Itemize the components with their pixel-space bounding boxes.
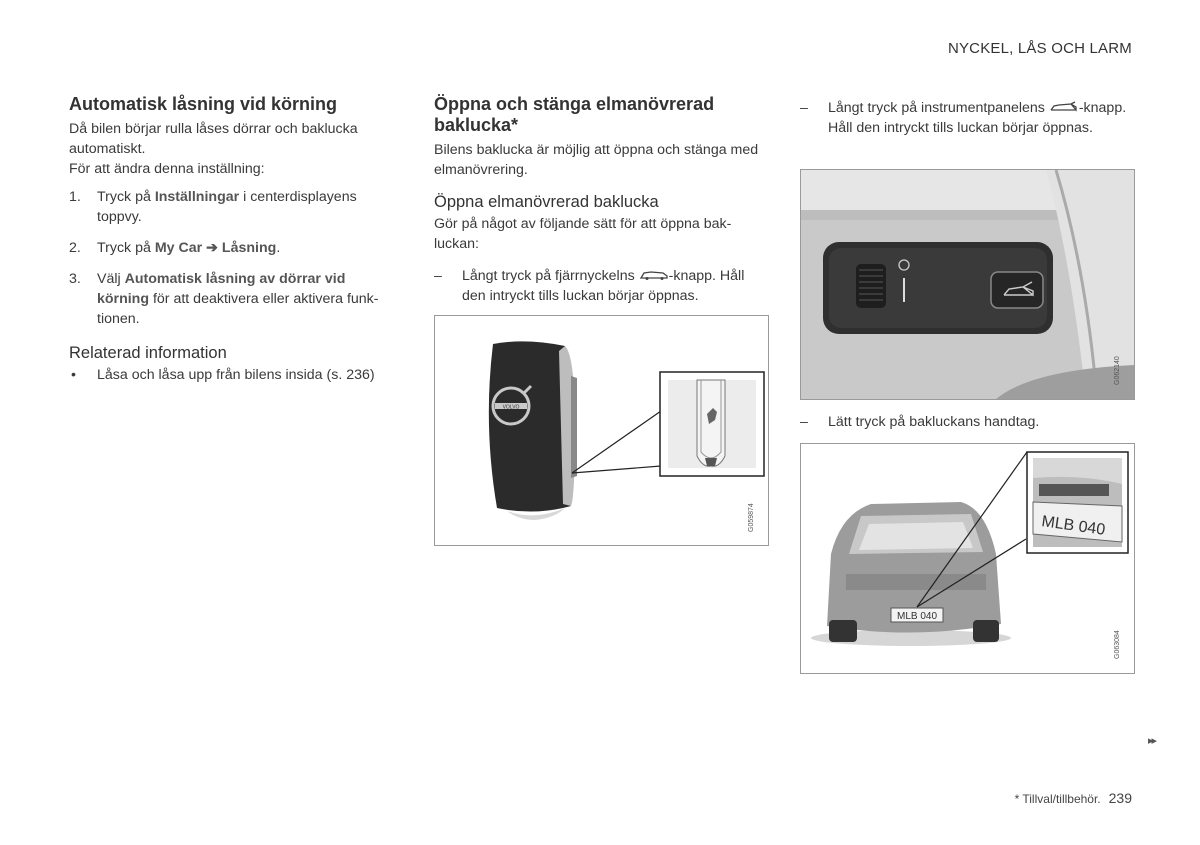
bullet-icon: •: [71, 367, 76, 383]
column-auto-lock: [69, 94, 399, 385]
related-list: [69, 365, 399, 385]
arrow-right-icon: ➔: [206, 240, 218, 256]
section-header: NYCKEL, LÅS OCH LARM: [947, 40, 1132, 57]
steps-list: [69, 187, 399, 329]
instruction-text: Långt tryck på instrumentpanelens: [828, 100, 1049, 116]
heading-tailgate: Öppna och stänga elmanövrerad baklucka*: [434, 94, 715, 135]
dash-marker: –: [800, 414, 808, 430]
column-instrument-panel: [800, 98, 1134, 138]
heading-open-tailgate: Öppna elmanövrerad baklucka: [434, 193, 659, 211]
intro-text-2: För att ändra denna inställning:: [69, 161, 265, 177]
open-tailgate-intro: Gör på något av följande sätt för att öppna bak- luckan:: [434, 216, 732, 252]
instruction-text: Lätt tryck på bakluckans handtag.: [828, 414, 1040, 430]
step-text: Välj: [97, 271, 125, 287]
heading-auto-lock: Automatisk låsning vid körning: [69, 94, 338, 114]
step-1: [69, 187, 399, 227]
ui-term-settings: Inställningar: [154, 189, 240, 205]
step-2: [69, 238, 399, 258]
instruction-handle-wrap: [800, 412, 1134, 432]
step-text: Tryck på: [97, 189, 155, 205]
step-text: Tryck på: [97, 240, 155, 256]
intro-text: Då bilen börjar rulla låses dörrar och baklucka automatiskt.: [69, 121, 358, 157]
plate-text: MLB 040: [896, 611, 938, 622]
plate-text-zoom: MLB 040: [1040, 513, 1107, 539]
tailgate-icon: [1049, 101, 1079, 113]
ui-term-locking: Låsning: [221, 240, 277, 256]
instruction-text: Långt tryck på fjärrnyckelns: [462, 268, 639, 284]
footnote-text: * Tillval/tillbehör.: [1014, 792, 1101, 806]
dash-marker: –: [434, 268, 442, 284]
figure-code: G062140: [1114, 356, 1121, 385]
instruction-instrument-panel: [800, 98, 1134, 138]
figure-instrument-panel: [800, 169, 1135, 400]
column-tailgate: [434, 94, 768, 306]
instruction-handle: [800, 412, 1134, 432]
remote-key-illustration: [435, 316, 768, 545]
instrument-panel-illustration: [801, 170, 1134, 399]
continue-arrows-icon: ▸▸: [1148, 735, 1156, 747]
heading-related-info: Relaterad information: [69, 344, 227, 362]
ui-term-my-car: My Car: [154, 240, 203, 256]
step-text: i centerdisplayens toppvy.: [97, 189, 357, 225]
step-text: för att deaktivera eller aktivera funk- tionen.: [97, 291, 379, 327]
tailgate-intro: Bilens baklucka är möjlig att öppna och stänga med elmanövrering.: [434, 142, 759, 178]
figure-code: G059874: [748, 503, 755, 532]
key-logo-text: VOLVO: [502, 404, 520, 411]
figure-remote-key: [434, 315, 769, 546]
footer: [1015, 790, 1132, 806]
car-rear-illustration: [801, 444, 1134, 673]
instruction-remote-key: [434, 266, 768, 306]
figure-code: G063084: [1114, 630, 1121, 659]
related-link-text[interactable]: Låsa och låsa upp från bilens insida (s. 236): [97, 367, 375, 383]
instruction-text: -knapp. Håll den intryckt tills luckan börjar öppnas.: [462, 268, 745, 304]
figure-car-rear: [800, 443, 1135, 674]
step-number: 1.: [69, 189, 81, 205]
ui-term-auto-lock: Automatisk låsning av dörrar vid körning: [97, 271, 346, 307]
step-number: 3.: [69, 271, 81, 287]
instruction-text: -knapp. Håll den intryckt tills luckan börjar öppnas.: [828, 100, 1127, 136]
dash-marker: –: [800, 100, 808, 116]
step-number: 2.: [69, 240, 81, 256]
tailgate-icon: [639, 269, 669, 281]
page-number: 239: [1108, 790, 1132, 806]
related-link-item[interactable]: [69, 365, 399, 385]
step-3: [69, 269, 399, 329]
step-text: .: [276, 240, 281, 256]
